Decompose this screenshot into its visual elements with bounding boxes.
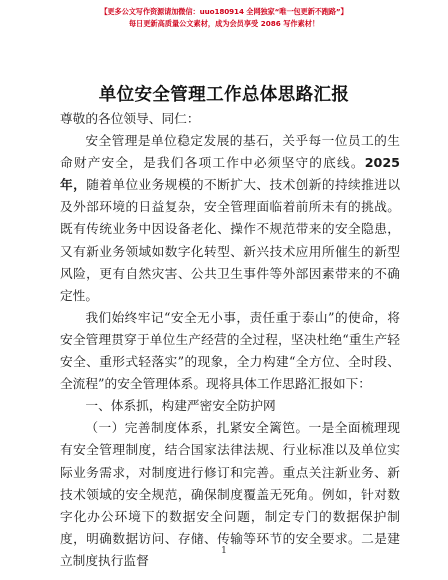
salutation: 尊敬的各位领导、同仁：: [60, 111, 200, 126]
year-emphasis: 2025 年，: [60, 155, 400, 193]
paragraph-3: （一）完善制度体系，扎紧安全篱笆。一是全面梳理现有安全管理制度，结合国家法律法规、行业标准以及单位实际业务需求，对制度进行修订和完善。重点关注新业务、新技术领域的安全规范，确保制度覆盖无死角。例如，针对数字化办公环境下的数据安全问题，制定专门的数据保护制度，明确数据访问、存储、传输等环节的安全要求。二是建立制度执行监督: [60, 420, 400, 568]
paragraph-1: [60, 130, 400, 307]
section-heading-1: 一、体系抓，构建严密安全防护网: [85, 398, 276, 414]
paragraph-2: 我们始终牢记“安全无小事，责任重于泰山”的使命，将安全管理贯穿于单位生产经营的全过程，坚决杜绝“重生产轻安全、重形式轻落实”的现象，全力构建“全方位、全时段、全流程”的安全管理体系。现将具体工作思路汇报如下：: [60, 309, 400, 392]
banner-line-2: 每日更新高质量公文素材，成为会员享受 2086 写作素材！: [128, 19, 320, 28]
promo-banner: [0, 6, 448, 30]
paragraph-1-text-b: 随着单位业务规模的不断扩大、技术创新的持续推进以及外部环境的日益复杂，安全管理面临着前所未有的挑战。既有传统业务中因设备老化、操作不规范带来的安全隐患，又有新业务领域如数字化转型、新兴技术应用所催生的新型风险，更有自然灾害、公共卫生事件等外部因素带来的不确定性。: [60, 177, 401, 303]
document-title: 单位安全管理工作总体思路汇报: [98, 85, 350, 105]
page-number: 1: [221, 546, 227, 556]
paragraph-1-text-a: 安全管理是单位稳定发展的基石，关乎每一位员工的生命财产安全，是我们各项工作中必须坚守的底线。: [60, 133, 400, 171]
banner-line-1: 【更多公文写作资源请加微信：uuo180914 全网独家“唯一包更新不跑路”】: [100, 7, 348, 16]
document-body: [60, 108, 400, 572]
